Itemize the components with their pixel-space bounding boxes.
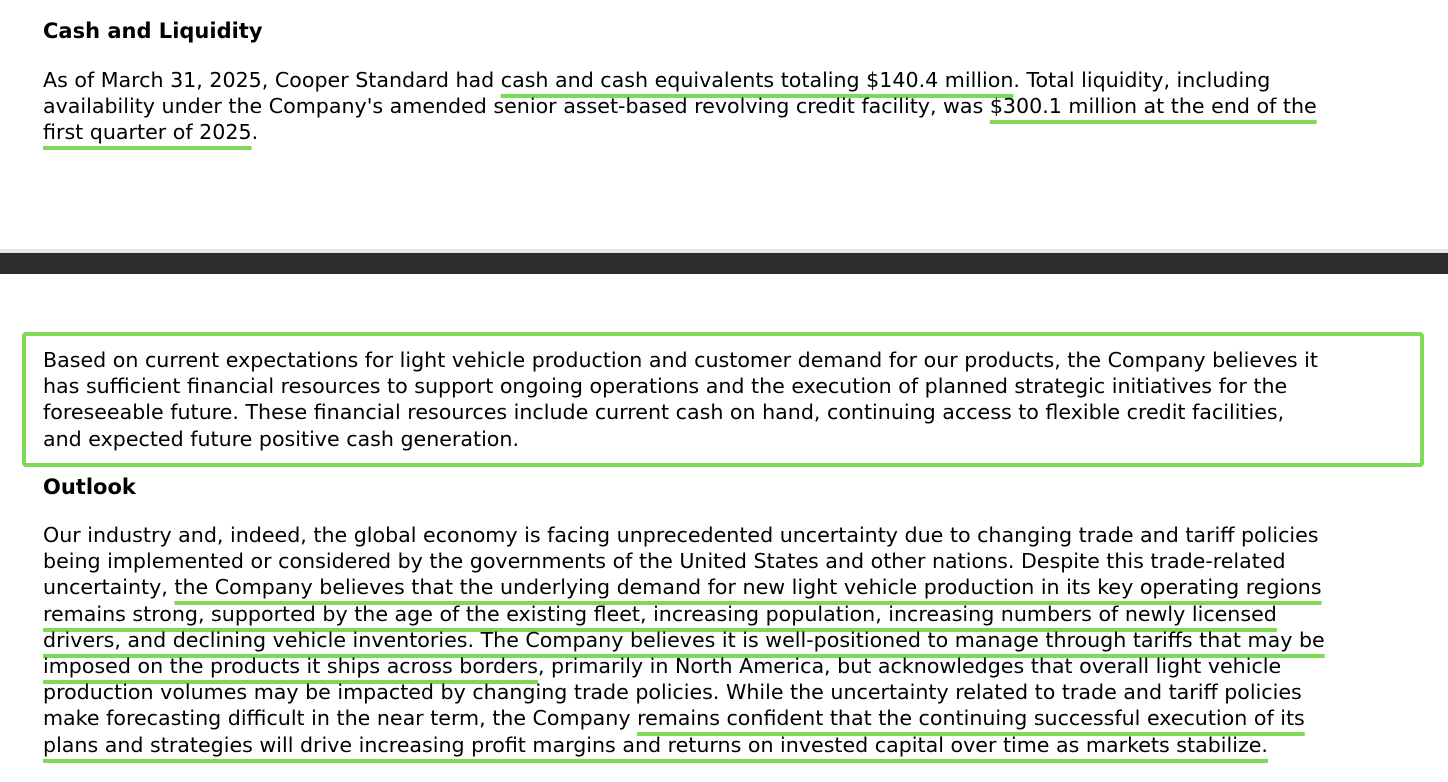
text-line [43, 679, 1325, 705]
highlighted-text: $300.1 million at the end of the [989, 94, 1317, 119]
text-line [43, 627, 1325, 653]
text-line: has sufficient financial resources to support ongoing operations and the execution of planned strategic initiatives for the [43, 374, 1288, 399]
highlighted-text: imposed on the products it ships across borders [43, 653, 538, 678]
text-line: Based on current expectations for light vehicle production and customer demand for our products, the Company believes it [43, 348, 1318, 372]
outlook-paragraph [43, 522, 1325, 758]
highlighted-text: drivers, and declining vehicle inventories. The Company believes it is well-positioned to manage through tariffs that may be [43, 627, 1325, 652]
text-line [43, 574, 1325, 600]
text-line [43, 93, 1317, 119]
text-line [43, 522, 1325, 548]
highlighted-text: the Company believes that the underlying demand for new light vehicle production in its key operating regions [174, 575, 1322, 600]
text-line [43, 67, 1317, 93]
highlighted-text: cash and cash equivalents totaling $140.4 million [500, 68, 1014, 92]
text-segment: Our industry and, indeed, the global economy is facing unprecedented uncertainty due to changing trade and tariff policies [43, 523, 1319, 547]
text-line [43, 119, 1317, 145]
text-line [43, 601, 1325, 627]
text-segment: . Total liquidity, including [1013, 68, 1271, 92]
text-line [43, 705, 1325, 731]
text-segment: , primarily in North America, but acknowledges that overall light vehicle [537, 653, 1282, 678]
text-line [43, 548, 1325, 574]
section-heading-outlook: Outlook [43, 475, 136, 499]
callout-paragraph [43, 347, 1318, 452]
highlighted-text: first quarter of 2025 [43, 120, 252, 145]
text-segment: uncertainty, [43, 575, 175, 600]
cash-liquidity-paragraph [43, 67, 1317, 146]
text-line: and expected future positive cash generation. [43, 426, 520, 451]
text-line: foreseeable future. These financial resources include current cash on hand, continuing access to flexible credit facilities, [43, 400, 1285, 425]
text-segment: production volumes may be impacted by changing trade policies. While the uncertainty related to trade and tariff policies [43, 680, 1302, 705]
section-heading-cash-liquidity: Cash and Liquidity [43, 19, 263, 43]
text-segment: make forecasting difficult in the near term, the Company [43, 706, 638, 731]
text-line [43, 732, 1325, 758]
text-segment: As of March 31, 2025, Cooper Standard had [43, 68, 501, 92]
highlighted-text: plans and strategies will drive increasing profit margins and returns on invested capital over time as markets stabilize. [43, 732, 1268, 757]
text-segment: being implemented or considered by the governments of the United States and other nations. Despite this trade-related [43, 549, 1286, 574]
highlighted-text: remains strong, supported by the age of the existing fleet, increasing population, increasing numbers of newly licensed [43, 601, 1277, 626]
text-line [43, 653, 1325, 679]
text-segment: . [251, 120, 259, 145]
text-segment: availability under the Company's amended senior asset-based revolving credit facility, was [43, 94, 990, 119]
highlighted-text: remains confident that the continuing successful execution of its [637, 706, 1305, 731]
page-divider [0, 253, 1448, 274]
